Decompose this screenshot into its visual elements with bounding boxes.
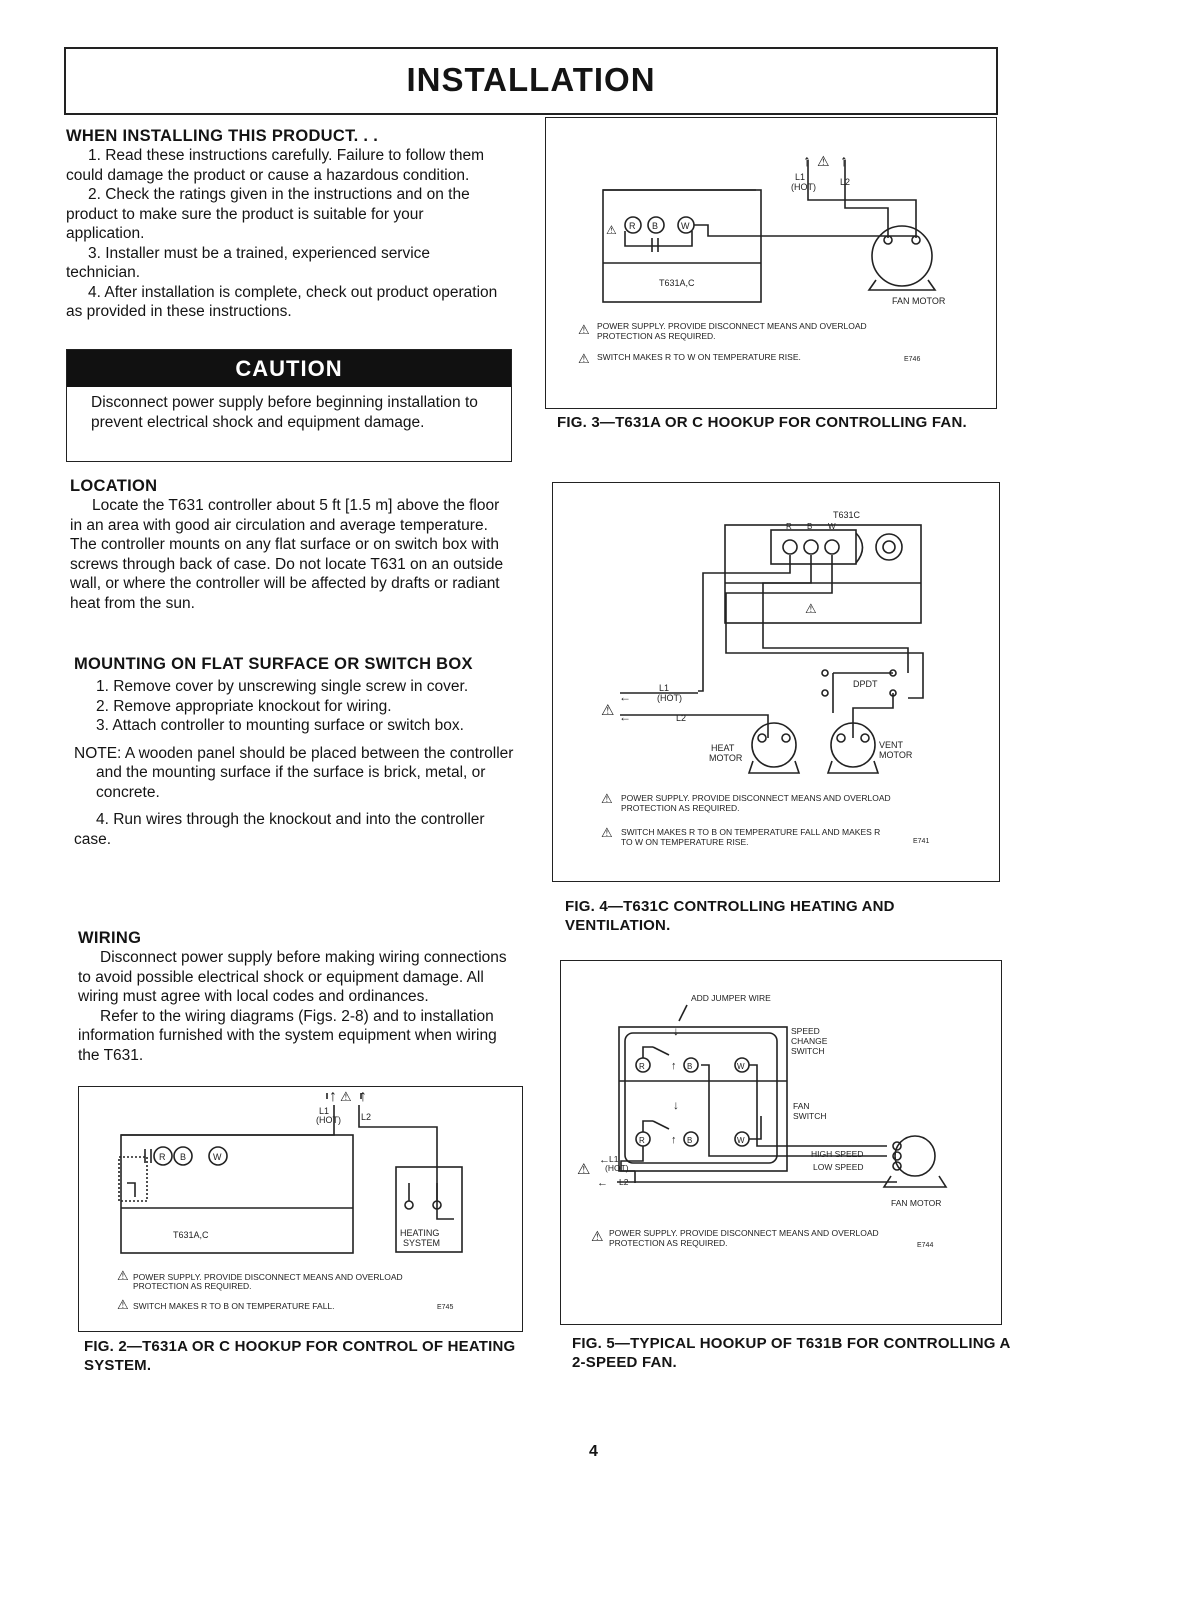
caution-box <box>66 349 512 462</box>
arrow-down-icon: ↓ <box>673 1098 679 1112</box>
arrow-down-icon: ↓ <box>673 1024 679 1038</box>
thermostat-body <box>121 1135 353 1253</box>
device-label: T631A,C <box>659 278 695 288</box>
fig5-caption <box>572 1334 1012 1372</box>
fig3-caption <box>557 413 993 432</box>
terminal-b: B <box>807 522 813 531</box>
terminal-w: W <box>681 221 690 231</box>
note-1: PROTECTION AS REQUIRED. <box>609 1238 728 1248</box>
heat-motor-label: HEAT <box>711 743 735 753</box>
terminal-r: R <box>639 1136 645 1145</box>
arrow-up-icon: ↑ <box>671 1134 677 1146</box>
device-label: T631C <box>833 510 861 520</box>
figure-code: E741 <box>913 838 930 845</box>
terminal-w: W <box>737 1062 745 1071</box>
l2-label: L2 <box>619 1177 629 1187</box>
location-heading: LOCATION <box>70 477 158 495</box>
note-1: PROTECTION AS REQUIRED. <box>621 803 740 813</box>
warning-2-icon: ⚠ <box>601 825 613 840</box>
note-1: POWER SUPPLY. PROVIDE DISCONNECT MEANS AND OVERLOAD <box>597 321 867 331</box>
arrow-left-icon: ← <box>599 1154 610 1166</box>
vent-motor-label: MOTOR <box>879 750 913 760</box>
arrow-up-icon: ↑ <box>671 1060 677 1072</box>
note-1: POWER SUPPLY. PROVIDE DISCONNECT MEANS AND OVERLOAD <box>609 1228 879 1238</box>
terminal-w: W <box>737 1136 745 1145</box>
vent-motor-label: VENT <box>879 740 904 750</box>
fig4-caption-text: FIG. 4—T631C CONTROLLING HEATING AND VENTILATION. <box>565 898 895 934</box>
caution-text: Disconnect power supply before beginning installation to prevent electrical shock and equipment damage. <box>91 394 478 431</box>
arrow-left-icon: ← <box>619 710 631 724</box>
location-section <box>70 477 510 613</box>
arrow-up-icon: ↑ <box>329 1088 337 1105</box>
terminal-b: B <box>180 1152 187 1162</box>
when-installing-heading: WHEN INSTALLING THIS PRODUCT. . . <box>66 127 379 145</box>
heat-motor-label: MOTOR <box>709 753 743 763</box>
l2-label: L2 <box>676 713 687 723</box>
note-2: TO W ON TEMPERATURE RISE. <box>621 837 749 847</box>
warning-2-icon: ⚠ <box>805 601 817 616</box>
terminal-b: B <box>652 221 659 231</box>
installation-banner <box>64 47 998 115</box>
speed-change-switch-label: SPEED <box>791 1026 820 1036</box>
location-text: Locate the T631 controller about 5 ft [1.5 m] above the floor in an area with good air circulation and average temperature. The controller mounts on any flat surface or on switch box with screws through back of case. Do not locate T631 on an outside wall, or where the controller will be affected by drafts or radiant heat from the sun. <box>70 497 504 612</box>
warning-1-icon: ⚠ <box>340 1089 352 1104</box>
page-number: 4 <box>589 1443 598 1460</box>
note-1: POWER SUPPLY. PROVIDE DISCONNECT MEANS AND OVERLOAD <box>621 793 891 803</box>
fan-motor-label: FAN MOTOR <box>892 296 946 306</box>
note-1: POWER SUPPLY. PROVIDE DISCONNECT MEANS AND OVERLOAD <box>133 1272 403 1282</box>
note-1: PROTECTION AS REQUIRED. <box>597 331 716 341</box>
l2-label: L2 <box>840 177 851 187</box>
speed-change-switch-label: SWITCH <box>791 1046 825 1056</box>
fan-switch-label: SWITCH <box>793 1111 827 1121</box>
figure-code: E746 <box>904 356 921 363</box>
hot-label: (HOT) <box>605 1163 629 1173</box>
mounting-heading: MOUNTING ON FLAT SURFACE OR SWITCH BOX <box>74 655 473 673</box>
arrow-up-icon: ↑ <box>840 153 848 170</box>
list-item: 3. Attach controller to mounting surface or switch box. <box>96 717 464 734</box>
fig5-caption-text: FIG. 5—TYPICAL HOOKUP OF T631B FOR CONTROLLING A 2-SPEED FAN. <box>572 1335 1010 1371</box>
fan-switch-label: FAN <box>793 1101 810 1111</box>
fig2-diagram <box>78 1086 523 1332</box>
wiring-heading: WIRING <box>78 929 142 947</box>
caution-label: CAUTION <box>67 350 511 387</box>
wiring-text-1: Disconnect power supply before making wiring connections to avoid possible electrical shock or equipment damage. All wiring must agree with local codes and ordinances. <box>78 949 507 1005</box>
terminal-r: R <box>639 1062 645 1071</box>
warning-2-icon: ⚠ <box>578 351 590 366</box>
warning-2-icon: ⚠ <box>606 223 617 237</box>
high-speed-label: HIGH SPEED <box>811 1149 864 1159</box>
terminal-b: B <box>687 1062 693 1071</box>
heating-system-label: SYSTEM <box>403 1238 441 1248</box>
warning-1-icon: ⚠ <box>117 1268 129 1283</box>
warning-1-icon: ⚠ <box>591 1228 604 1244</box>
list-item: 2. Check the ratings given in the instructions and on the product to make sure the product is suitable for your application. <box>66 186 470 242</box>
terminal-b: B <box>687 1136 693 1145</box>
wiring-section <box>78 929 514 1065</box>
list-item: 3. Installer must be a trained, experienced service technician. <box>66 244 431 281</box>
note-2: SWITCH MAKES R TO B ON TEMPERATURE FALL. <box>133 1301 335 1311</box>
fig3-caption-text: FIG. 3—T631A OR C HOOKUP FOR CONTROLLING FAN. <box>557 414 967 431</box>
terminal-w: W <box>828 522 836 531</box>
device-label: T631A,C <box>173 1230 209 1240</box>
wiring-text-2: Refer to the wiring diagrams (Figs. 2-8) and to installation information furnished with the system equipment when wiring the T631. <box>78 1007 497 1064</box>
list-item: 4. After installation is complete, check out product operation as provided in these instructions. <box>66 283 498 320</box>
low-speed-label: LOW SPEED <box>813 1162 864 1172</box>
warning-1-icon: ⚠ <box>601 791 613 806</box>
arrow-left-icon: ← <box>619 690 631 704</box>
terminal-r: R <box>159 1152 166 1162</box>
list-item: 1. Remove cover by unscrewing single screw in cover. <box>96 678 469 695</box>
note-2: SWITCH MAKES R TO W ON TEMPERATURE RISE. <box>597 352 801 362</box>
l1-label: L1 <box>319 1106 330 1116</box>
warning-1-icon: ⚠ <box>577 1161 591 1178</box>
terminal-r: R <box>786 522 792 531</box>
dpdt-label: DPDT <box>853 679 878 689</box>
warning-1-icon: ⚠ <box>578 322 590 337</box>
speed-change-switch-label: CHANGE <box>791 1036 828 1046</box>
note-2: SWITCH MAKES R TO B ON TEMPERATURE FALL AND MAKES R <box>621 827 881 837</box>
jumper-label: ADD JUMPER WIRE <box>691 993 771 1003</box>
terminal-r: R <box>629 221 636 231</box>
arrow-up-icon: ↑ <box>803 153 811 170</box>
terminal-w: W <box>213 1152 222 1162</box>
l1-label: L1 <box>659 683 670 693</box>
fan-motor-label: FAN MOTOR <box>891 1198 942 1208</box>
hot-label: (HOT) <box>316 1115 341 1125</box>
l2-label: L2 <box>361 1112 372 1122</box>
when-installing-section <box>66 127 506 322</box>
list-item: 1. Read these instructions carefully. Failure to follow them could damage the product or cause a hazardous condition. <box>66 147 485 184</box>
fig4-caption <box>565 897 1001 935</box>
mounting-note: NOTE: A wooden panel should be placed between the controller and the mounting surface if the surface is brick, metal, or concrete. <box>74 744 514 801</box>
page-title: INSTALLATION <box>406 61 656 98</box>
warning-2-icon: ⚠ <box>117 1297 129 1312</box>
list-item: 4. Run wires through the knockout and into the controller case. <box>74 811 485 848</box>
mounting-section <box>74 654 514 849</box>
fig4-diagram <box>552 482 1000 882</box>
l1-label: L1 <box>609 1154 619 1164</box>
warning-1-icon: ⚠ <box>817 153 830 169</box>
warning-1-icon: ⚠ <box>601 702 615 719</box>
fig2-caption <box>84 1337 524 1375</box>
figure-code: E744 <box>917 1242 934 1249</box>
l1-label: L1 <box>795 172 806 182</box>
fig2-caption-text: FIG. 2—T631A OR C HOOKUP FOR CONTROL OF HEATING SYSTEM. <box>84 1338 516 1374</box>
hot-label: (HOT) <box>657 693 682 703</box>
fig3-diagram <box>545 117 997 409</box>
arrow-left-icon: ← <box>597 1177 608 1189</box>
arrow-up-icon: ↑ <box>359 1088 367 1105</box>
fig5-diagram <box>560 960 1002 1325</box>
hot-label: (HOT) <box>791 182 816 192</box>
figure-code: E745 <box>437 1304 454 1311</box>
heating-system-label: HEATING <box>400 1228 440 1238</box>
list-item: 2. Remove appropriate knockout for wiring. <box>96 697 392 715</box>
note-1: PROTECTION AS REQUIRED. <box>133 1281 252 1291</box>
